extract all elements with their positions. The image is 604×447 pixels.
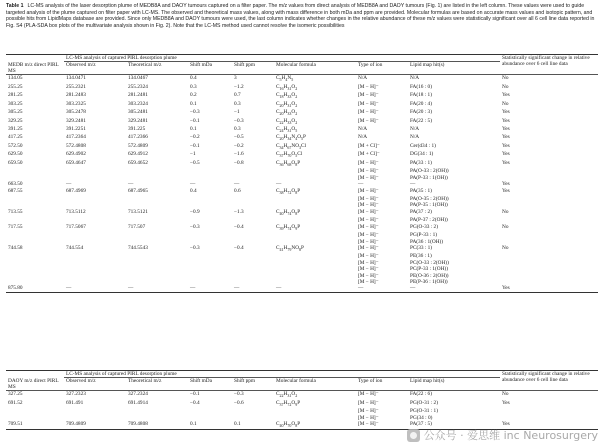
shift-ppm-cell: −1 bbox=[234, 109, 240, 116]
lipid-hit-cell: PG(O-33 : 2) bbox=[410, 223, 438, 230]
lipid-hit-cell: PA(35 : 1) bbox=[410, 187, 432, 194]
direct-mz-cell: 255.25 bbox=[8, 83, 23, 90]
significance-cell: Yes bbox=[502, 151, 510, 158]
direct-mz-cell: 744.58 bbox=[8, 244, 23, 251]
ion-type-cell: [M − H]⁻ bbox=[358, 421, 379, 428]
group-header: LC-MS analysis of captured PIRL desorption plume bbox=[64, 55, 500, 62]
shift-mda-cell: −0.3 bbox=[190, 223, 200, 230]
significance-cell: Yes bbox=[502, 159, 510, 166]
ion-type-cell: [M − H]⁻ bbox=[358, 208, 379, 215]
theoretical-mz-cell: 717.507 bbox=[128, 223, 146, 230]
theoretical-mz-cell: 417.2366 bbox=[128, 134, 148, 141]
ion-type-cell: [M − H]⁻ bbox=[358, 414, 379, 421]
lipid-hit-cell: PA(37 : 2) bbox=[410, 208, 432, 215]
significance-cell: No bbox=[502, 75, 509, 82]
table-row bbox=[6, 126, 598, 134]
direct-mz-cell: 417.25 bbox=[8, 134, 23, 141]
ion-type-cell: [M − H]⁻ bbox=[358, 253, 379, 260]
theoretical-mz-cell: 134.0467 bbox=[128, 75, 148, 82]
molecular-formula-cell: $C_{34}H_{67}NO_3Cl$ bbox=[276, 142, 307, 150]
lipid-hit-cell: PA(O-33 : 2(OH)) bbox=[410, 168, 449, 175]
shift-mda-cell: 0.3 bbox=[190, 83, 197, 90]
shift-ppm-cell: — bbox=[234, 285, 240, 292]
ion-type-cell: [M − H]⁻ bbox=[358, 238, 379, 245]
table-row bbox=[6, 75, 598, 84]
shift-ppm-cell: 0.3 bbox=[234, 100, 241, 107]
observed-mz-cell: 659.4647 bbox=[66, 159, 86, 166]
shift-mda-cell: 0.2 bbox=[190, 92, 197, 99]
ion-type-cell: [M − H]⁻ bbox=[358, 223, 379, 230]
direct-mz-header: MEDB m/z direct PIRL MS bbox=[8, 61, 59, 75]
daoy-table bbox=[6, 370, 598, 430]
molecular-formula-cell: $C_{41}H_{79}NO_8P$ bbox=[276, 244, 304, 252]
observed-mz-cell: 281.2483 bbox=[66, 92, 86, 99]
shift-mda-cell: −1 bbox=[190, 151, 196, 158]
lipid-hit-cell: N/A bbox=[410, 75, 420, 82]
group-header: LC-MS analysis of captured PIRL desorption plume bbox=[64, 371, 500, 378]
lipid-hit-cell: N/A bbox=[410, 126, 420, 133]
observed-mz-cell: 691.491 bbox=[66, 399, 84, 406]
lipid-hit-cell: PA(P-37 : 2(OH)) bbox=[410, 217, 448, 224]
shift-ppm-cell: 0.3 bbox=[234, 126, 241, 133]
direct-mz-cell: 875.80 bbox=[8, 285, 23, 292]
ion-type-cell: N/A bbox=[358, 134, 368, 141]
significance-cell: Yes bbox=[502, 134, 510, 141]
shift-mda-cell: 0.1 bbox=[190, 421, 197, 428]
shift-mda-cell: 0.1 bbox=[190, 100, 197, 107]
lipid-hit-cell: PG(O-31 : 2) bbox=[410, 399, 438, 406]
ion-type-cell: [M − H]⁻ bbox=[358, 391, 379, 398]
ion-type-cell: [M + Cl]⁻ bbox=[358, 142, 380, 149]
direct-mz-cell: 687.55 bbox=[8, 187, 23, 194]
theoretical-mz-cell: 305.2481 bbox=[128, 109, 148, 116]
direct-mz-cell: 391.25 bbox=[8, 126, 23, 133]
shift-ppm-cell: 0.6 bbox=[234, 187, 241, 194]
table-row bbox=[6, 134, 598, 142]
significance-cell: Yes bbox=[502, 126, 510, 133]
shift-mda-cell: −0.1 bbox=[190, 391, 200, 398]
direct-mz-cell: 629.50 bbox=[8, 151, 23, 158]
shift-ppm-cell: −0.2 bbox=[234, 142, 244, 149]
table-row bbox=[6, 151, 598, 159]
lipid-hit-header: Lipid map hit(s) bbox=[410, 378, 445, 385]
lipid-hit-cell: PA(P-33 : 1(OH)) bbox=[410, 174, 448, 181]
shift-ppm-cell: 0.7 bbox=[234, 92, 241, 99]
molecular-formula-cell: $C_{36}H_{68}O_8P$ bbox=[276, 159, 301, 167]
molecular-formula-cell: — bbox=[276, 181, 282, 188]
ion-type-cell: [M − H]⁻ bbox=[358, 92, 379, 99]
direct-mz-cell: 134.05 bbox=[8, 75, 23, 82]
lipid-hit-cell: FA(20 : 4) bbox=[410, 100, 432, 107]
theoretical-mz-cell: — bbox=[128, 181, 134, 188]
shift-mda-cell: −0.2 bbox=[190, 134, 200, 141]
table-row bbox=[6, 118, 598, 126]
theoretical-header: Theoretical m/z bbox=[128, 378, 162, 385]
lipid-hit-cell: PC(O-33 : 2(OH)) bbox=[410, 259, 449, 266]
theoretical-mz-cell: 329.2481 bbox=[128, 117, 148, 124]
theoretical-mz-cell: 281.2481 bbox=[128, 92, 148, 99]
direct-mz-cell: 327.25 bbox=[8, 391, 23, 398]
table-row bbox=[6, 84, 598, 92]
shift-ppm-cell: −1.6 bbox=[234, 151, 244, 158]
medb8a-table bbox=[6, 54, 598, 293]
group-header-row bbox=[6, 55, 598, 62]
ion-type-cell: N/A bbox=[358, 75, 368, 82]
shift-ppm-cell: −1.3 bbox=[234, 208, 244, 215]
significance-cell: No bbox=[502, 83, 509, 90]
lipid-hit-cell: N/A bbox=[410, 134, 420, 141]
lipid-hit-cell: PA(36 : 1(OH)) bbox=[410, 238, 444, 245]
table-row bbox=[6, 285, 598, 292]
theoretical-mz-cell: 659.4652 bbox=[128, 159, 148, 166]
molecular-formula-cell: $C_5H_4N_5$ bbox=[276, 75, 294, 83]
direct-mz-cell: 663.50 bbox=[8, 181, 23, 188]
ion-type-cell: [M − H]⁻ bbox=[358, 117, 379, 124]
lipid-hit-header: Lipid map hit(s) bbox=[410, 62, 445, 69]
shift-ppm-cell: −0.4 bbox=[234, 223, 244, 230]
table-row bbox=[6, 188, 598, 196]
table-row bbox=[6, 209, 598, 217]
table-caption bbox=[6, 3, 598, 30]
ion-type-cell: [M − H]⁻ bbox=[358, 272, 379, 279]
shift-mda-cell: −0.1 bbox=[190, 117, 200, 124]
sig-header: Statistically significant change in relative abundance over 6 cell line data bbox=[502, 55, 590, 68]
lipid-hit-cell: PG(34 : 0) bbox=[410, 414, 433, 421]
theoretical-mz-cell: 572.4809 bbox=[128, 142, 148, 149]
observed-mz-cell: 255.2321 bbox=[66, 83, 86, 90]
observed-header: Observed m/z bbox=[66, 378, 96, 385]
direct-mz-cell: 709.51 bbox=[8, 421, 23, 428]
ion-type-cell: [M − H]⁻ bbox=[358, 174, 379, 181]
shift-ppm-cell: −1.2 bbox=[234, 83, 244, 90]
significance-cell: Yes bbox=[502, 181, 510, 188]
shift-mda-header: Shift mDa bbox=[190, 62, 212, 69]
shift-ppm-cell: −0.5 bbox=[234, 134, 244, 141]
shift-mda-cell: — bbox=[190, 181, 196, 188]
molecular-formula-cell: $C_{22}H_{31}O_2$ bbox=[276, 391, 298, 399]
ion-type-cell: [M − H]⁻ bbox=[358, 217, 379, 224]
ion-type-cell: — bbox=[358, 285, 364, 292]
direct-mz-cell: 572.50 bbox=[8, 142, 23, 149]
ion-type-cell: [M − H]⁻ bbox=[358, 266, 379, 273]
shift-mda-cell: — bbox=[190, 285, 196, 292]
wechat-icon bbox=[407, 429, 420, 442]
lipid-hit-cell: PA(33 : 1) bbox=[410, 159, 432, 166]
observed-mz-cell: 417.2364 bbox=[66, 134, 86, 141]
shift-ppm-cell: 3 bbox=[234, 75, 237, 82]
theoretical-mz-cell: 327.2324 bbox=[128, 391, 148, 398]
lipid-hit-cell: PE(O-36 : 2(OH)) bbox=[410, 272, 449, 279]
shift-mda-cell: −0.3 bbox=[190, 244, 200, 251]
formula-header: Molecular formula bbox=[276, 62, 316, 69]
lipid-hit-cell: PE(P-36 : 1(OH)) bbox=[410, 278, 448, 285]
observed-mz-cell: 717.5067 bbox=[66, 223, 86, 230]
ion-type-cell: [M − H]⁻ bbox=[358, 109, 379, 116]
theoretical-mz-cell: 391.225 bbox=[128, 126, 146, 133]
shift-mda-cell: −0.9 bbox=[190, 208, 200, 215]
direct-mz-cell: 713.55 bbox=[8, 208, 23, 215]
observed-mz-cell: 305.2478 bbox=[66, 109, 86, 116]
observed-mz-cell: 713.5112 bbox=[66, 208, 86, 215]
significance-cell: Yes bbox=[502, 187, 510, 194]
shift-mda-cell: −0.4 bbox=[190, 399, 200, 406]
ion-type-cell: [M − H]⁻ bbox=[358, 232, 379, 239]
significance-cell: No bbox=[502, 100, 509, 107]
shift-ppm-header: Shift ppm bbox=[234, 378, 256, 385]
shift-ppm-header: Shift ppm bbox=[234, 62, 256, 69]
lipid-hit-cell: — bbox=[410, 181, 416, 188]
observed-mz-cell: 391.2251 bbox=[66, 126, 86, 133]
observed-mz-cell: 629.4902 bbox=[66, 151, 86, 158]
shift-mda-cell: −0.3 bbox=[190, 109, 200, 116]
significance-cell: Yes bbox=[502, 421, 510, 428]
shift-ppm-cell: −0.4 bbox=[234, 244, 244, 251]
watermark bbox=[407, 427, 598, 443]
shift-mda-cell: 0.1 bbox=[190, 126, 197, 133]
observed-mz-cell: — bbox=[66, 181, 72, 188]
observed-header: Observed m/z bbox=[66, 62, 96, 69]
ion-type-cell: [M − H]⁻ bbox=[358, 278, 379, 285]
table-row bbox=[6, 160, 598, 168]
observed-mz-cell: 572.4808 bbox=[66, 142, 86, 149]
direct-mz-cell: 691.52 bbox=[8, 399, 23, 406]
molecular-formula-cell: $C_{37}H_{70}O_5Cl$ bbox=[276, 151, 303, 159]
group-header-row bbox=[6, 371, 598, 378]
ion-type-cell: [M − H]⁻ bbox=[358, 408, 379, 415]
lipid-hit-cell: FA(16 : 0) bbox=[410, 83, 432, 90]
lipid-hit-cell: FA(18 : 1) bbox=[410, 92, 432, 99]
lipid-hit-cell: PA(37 : 5) bbox=[410, 421, 432, 428]
lipid-hit-cell: PC(P-33 : 1(OH)) bbox=[410, 266, 448, 273]
shift-ppm-cell: −0.6 bbox=[234, 399, 244, 406]
ion-type-cell: [M − H]⁻ bbox=[358, 83, 379, 90]
direct-mz-cell: 659.50 bbox=[8, 159, 23, 166]
molecular-formula-cell: — bbox=[276, 285, 282, 292]
observed-mz-cell: 329.2481 bbox=[66, 117, 86, 124]
observed-mz-cell: 687.4969 bbox=[66, 187, 86, 194]
theoretical-mz-cell: 687.4965 bbox=[128, 187, 148, 194]
shift-ppm-cell: −0.3 bbox=[234, 117, 244, 124]
molecular-formula-cell: $C_{20}H_{31}O_2$ bbox=[276, 100, 298, 108]
ion-type-cell: [M − H]⁻ bbox=[358, 100, 379, 107]
table-row bbox=[6, 101, 598, 109]
direct-mz-cell: 303.25 bbox=[8, 100, 23, 107]
direct-mz-header: DAOY m/z direct PIRL MS bbox=[8, 377, 59, 391]
lipid-hit-cell: DG(34 : 1) bbox=[410, 151, 434, 158]
significance-cell: No bbox=[502, 208, 509, 215]
molecular-formula-cell: $C_{37}H_{72}O_9P$ bbox=[276, 399, 301, 407]
theoretical-mz-cell: 691.4914 bbox=[128, 399, 148, 406]
molecular-formula-cell: $C_{38}H_{72}O_8P$ bbox=[276, 187, 301, 195]
molecular-formula-cell: $C_{16}H_{31}O_2$ bbox=[276, 83, 298, 91]
lipid-hit-cell: PA(O-35 : 2(OH)) bbox=[410, 195, 449, 202]
ion-type-cell: [M − H]⁻ bbox=[358, 168, 379, 175]
molecular-formula-cell: $C_{24}H_{31}O_5$ bbox=[276, 126, 298, 134]
observed-mz-cell: 134.0471 bbox=[66, 75, 86, 82]
ion-type-cell: [M − H]⁻ bbox=[358, 244, 379, 251]
theoretical-mz-cell: 255.2324 bbox=[128, 83, 148, 90]
molecular-formula-cell: $C_{20}H_{33}O_2$ bbox=[276, 109, 298, 117]
significance-cell: Yes bbox=[502, 117, 510, 124]
theoretical-mz-cell: — bbox=[128, 285, 134, 292]
observed-mz-cell: 744.554 bbox=[66, 244, 84, 251]
direct-mz-cell: 329.25 bbox=[8, 117, 23, 124]
ion-type-cell: [M − H]⁻ bbox=[358, 202, 379, 209]
theoretical-mz-cell: 629.4912 bbox=[128, 151, 148, 158]
significance-cell: Yes bbox=[502, 142, 510, 149]
molecular-formula-cell: $C_{20}H_{34}N_4O_5P$ bbox=[276, 134, 306, 142]
shift-mda-cell: −0.1 bbox=[190, 142, 200, 149]
ion-type-cell: N/A bbox=[358, 126, 368, 133]
lipid-hit-cell: Cer(d34 : 1) bbox=[410, 142, 436, 149]
table-row bbox=[6, 400, 598, 408]
significance-cell: No bbox=[502, 244, 509, 251]
significance-cell: Yes bbox=[502, 92, 510, 99]
table-row bbox=[6, 109, 598, 117]
shift-mda-cell: −0.5 bbox=[190, 159, 200, 166]
formula-header: Molecular formula bbox=[276, 378, 316, 385]
table-label: Table 1 bbox=[6, 3, 24, 9]
shift-ppm-cell: −0.3 bbox=[234, 391, 244, 398]
ion-type-header: Type of ion bbox=[358, 378, 383, 385]
lipid-hit-cell: FA(22 : 6) bbox=[410, 391, 432, 398]
lipid-hit-cell: — bbox=[410, 285, 416, 292]
theoretical-mz-cell: 744.5543 bbox=[128, 244, 148, 251]
ion-type-cell: [M + Cl]⁻ bbox=[358, 151, 380, 158]
lipid-hit-cell: PA(P-35 : 1(OH)) bbox=[410, 202, 448, 209]
table-row bbox=[6, 391, 598, 400]
ion-type-header: Type of ion bbox=[358, 62, 383, 69]
watermark-text: 公众号 · 爱思维 inc Neurosurgery bbox=[423, 429, 598, 442]
observed-mz-cell: 303.2325 bbox=[66, 100, 86, 107]
lipid-hit-cell: PG(O-31 : 1) bbox=[410, 408, 438, 415]
ion-type-cell: [M − H]⁻ bbox=[358, 399, 379, 406]
ion-type-cell: [M − H]⁻ bbox=[358, 159, 379, 166]
molecular-formula-cell: $C_{40}H_{70}O_8P$ bbox=[276, 421, 301, 429]
ion-type-cell: [M − H]⁻ bbox=[358, 195, 379, 202]
caption-text: LC-MS analysis of the laser desorption plume of MEDB8A and DAOY tumours captured on a filter paper. The m/z values from direct analysis of MEDB8A and DAOY tumours (Fig. 1) are listed in the left column. These values were used to guide targeted analysis of the plume captured on filter paper with LC-MS. The observed and theoretical mass values, along with mass difference in both mDa and ppm are provided. Molecular formulas are based on accurate mass values and isotopic pattern, and possible hits from LipidMaps database are provided. Since only MEDB8A and DAOY tumours were used, the last column indicates whether changes in the relative abundance of these m/z values were statistically significant over all 6 cell line data reported in Fig. S4 (PLA-SDA box plots of the multivariate analysis shown in Fig. 2). Note that the LC-MS method used cannot resolve the isomeric possibilities bbox=[6, 3, 595, 30]
direct-mz-cell: 305.25 bbox=[8, 109, 23, 116]
lipid-hit-cell: PC(33 : 1) bbox=[410, 244, 433, 251]
table-row bbox=[6, 245, 598, 253]
molecular-formula-cell: $C_{18}H_{33}O_2$ bbox=[276, 92, 298, 100]
lipid-hit-cell: PE(36 : 1) bbox=[410, 253, 432, 260]
shift-mda-cell: 0.4 bbox=[190, 75, 197, 82]
shift-mda-header: Shift mDa bbox=[190, 378, 212, 385]
ion-type-cell: [M − H]⁻ bbox=[358, 187, 379, 194]
shift-ppm-cell: — bbox=[234, 181, 240, 188]
theoretical-header: Theoretical m/z bbox=[128, 62, 162, 69]
ion-type-cell: [M − H]⁻ bbox=[358, 259, 379, 266]
significance-cell: No bbox=[502, 223, 509, 230]
direct-mz-cell: 717.55 bbox=[8, 223, 23, 230]
shift-ppm-cell: −0.8 bbox=[234, 159, 244, 166]
observed-mz-cell: 709.4809 bbox=[66, 421, 86, 428]
theoretical-mz-cell: 713.5121 bbox=[128, 208, 148, 215]
table-row bbox=[6, 92, 598, 100]
significance-cell: Yes bbox=[502, 285, 510, 292]
lipid-hit-cell: FA(20 : 3) bbox=[410, 109, 432, 116]
direct-mz-cell: 281.25 bbox=[8, 92, 23, 99]
observed-mz-cell: 327.2323 bbox=[66, 391, 86, 398]
lipid-hit-cell: PG(P-33 : 1) bbox=[410, 232, 438, 239]
molecular-formula-cell: $C_{40}H_{74}O_8P$ bbox=[276, 208, 301, 216]
molecular-formula-cell: $C_{22}H_{33}O_2$ bbox=[276, 117, 298, 125]
lipid-hit-cell: FA(22 : 5) bbox=[410, 117, 432, 124]
molecular-formula-cell: $C_{39}H_{74}O_9P$ bbox=[276, 223, 301, 231]
significance-cell: Yes bbox=[502, 109, 510, 116]
shift-ppm-cell: 0.1 bbox=[234, 421, 241, 428]
shift-mda-cell: 0.4 bbox=[190, 187, 197, 194]
sig-header: Statistically significant change in relative abundance over 6 cell line data bbox=[502, 371, 590, 384]
theoretical-mz-cell: 303.2324 bbox=[128, 100, 148, 107]
significance-cell: No bbox=[502, 391, 509, 398]
significance-cell: Yes bbox=[502, 399, 510, 406]
observed-mz-cell: — bbox=[66, 285, 72, 292]
table-row bbox=[6, 143, 598, 151]
table-row bbox=[6, 224, 598, 232]
ion-type-cell: — bbox=[358, 181, 364, 188]
theoretical-mz-cell: 709.4808 bbox=[128, 421, 148, 428]
